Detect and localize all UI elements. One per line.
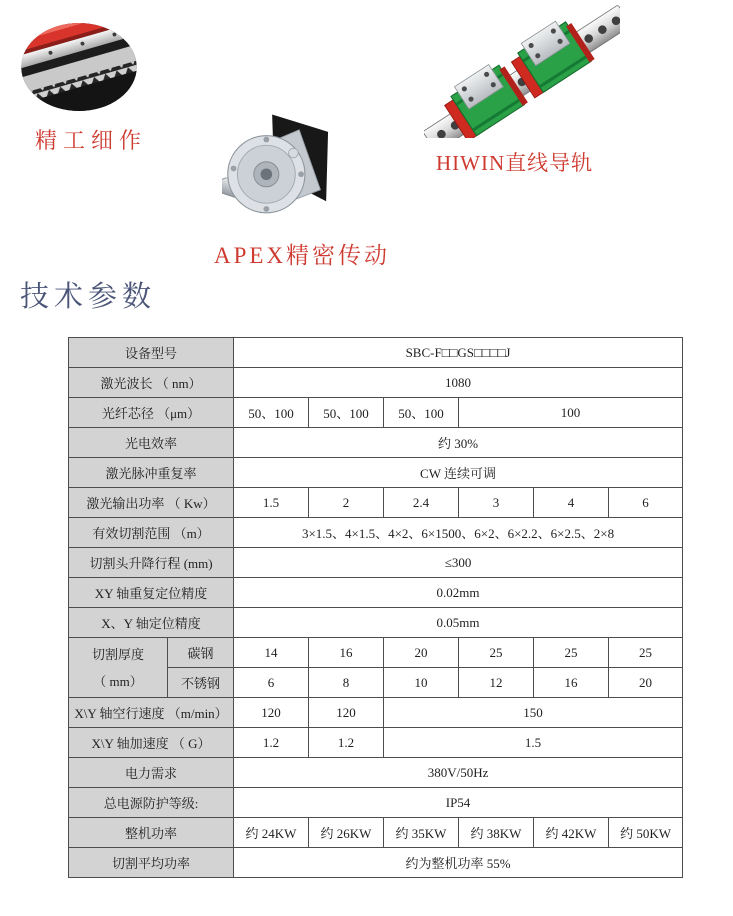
- spec-label-cell: 整机功率: [69, 818, 234, 848]
- spec-value-cell: IP54: [234, 788, 683, 818]
- table-row: [69, 758, 683, 788]
- spec-value-cell: 16: [309, 638, 384, 668]
- rail-rack-photo-graphic: [20, 22, 138, 112]
- spec-value-cell: 12: [459, 668, 534, 698]
- spec-label-cell: 总电源防护等级:: [69, 788, 234, 818]
- spec-label-cell: 光电效率: [69, 428, 234, 458]
- spec-value-cell: CW 连续可调: [234, 458, 683, 488]
- spec-label-cell: 光纤芯径 （μm）: [69, 398, 234, 428]
- spec-value-cell: 10: [384, 668, 459, 698]
- spec-label-line: （ mm）: [93, 673, 143, 689]
- table-row: [69, 518, 683, 548]
- spec-label-cell: 激光波长 （ nm）: [69, 368, 234, 398]
- linear-guide-graphic: [424, 5, 620, 138]
- table-row: [69, 578, 683, 608]
- spec-value-cell: 约 50KW: [609, 818, 683, 848]
- table-row: [69, 428, 683, 458]
- spec-value-cell: 约 38KW: [459, 818, 534, 848]
- spec-label-line: 切割厚度: [91, 646, 144, 662]
- spec-value-cell: 约 42KW: [534, 818, 609, 848]
- spec-value-cell: 150: [384, 698, 683, 728]
- table-row: [69, 788, 683, 818]
- spec-label-cell: 激光输出功率 （ Kw）: [69, 488, 234, 518]
- spec-value-cell: 1.5: [384, 728, 683, 758]
- spec-table: [68, 337, 683, 878]
- table-row: [69, 848, 683, 878]
- spec-value-cell: 约为整机功率 55%: [234, 848, 683, 878]
- spec-value-cell: 0.02mm: [234, 578, 683, 608]
- table-row: [69, 488, 683, 518]
- spec-label-cell: [69, 638, 168, 698]
- table-row: [69, 338, 683, 368]
- spec-value-cell: 20: [609, 668, 683, 698]
- table-row: [69, 458, 683, 488]
- spec-value-cell: 约 35KW: [384, 818, 459, 848]
- spec-value-cell: 2.4: [384, 488, 459, 518]
- spec-value-cell: 1.2: [309, 728, 384, 758]
- spec-value-cell: 约 30%: [234, 428, 683, 458]
- spec-label-cell: X、Y 轴定位精度: [69, 608, 234, 638]
- spec-label-cell: 切割平均功率: [69, 848, 234, 878]
- spec-label-cell: 激光脉冲重复率: [69, 458, 234, 488]
- spec-value-cell: 6: [234, 668, 309, 698]
- spec-value-cell: 120: [309, 698, 384, 728]
- table-row: [69, 698, 683, 728]
- spec-value-cell: 100: [459, 398, 683, 428]
- spec-value-cell: 4: [534, 488, 609, 518]
- spec-value-cell: 0.05mm: [234, 608, 683, 638]
- spec-value-cell: 6: [609, 488, 683, 518]
- spec-value-cell: 3: [459, 488, 534, 518]
- caption-hiwin: HIWIN直线导轨: [436, 151, 594, 175]
- spec-value-cell: 25: [459, 638, 534, 668]
- gearbox-graphic: [222, 110, 330, 225]
- table-row: [69, 368, 683, 398]
- spec-label-cell: 切割头升降行程 (mm): [69, 548, 234, 578]
- spec-value-cell: 16: [534, 668, 609, 698]
- caption-workmanship: 精工细作: [35, 128, 148, 153]
- spec-value-cell: 120: [234, 698, 309, 728]
- spec-label-cell: 电力需求: [69, 758, 234, 788]
- spec-value-cell: 50、100: [234, 398, 309, 428]
- spec-sublabel-cell: 碳钢: [168, 638, 234, 668]
- spec-value-cell: 25: [609, 638, 683, 668]
- table-row: [69, 728, 683, 758]
- precision-machining-photo: [20, 22, 138, 112]
- apex-gearbox-image: [222, 110, 330, 225]
- spec-value-cell: 8: [309, 668, 384, 698]
- spec-value-cell: 50、100: [384, 398, 459, 428]
- spec-value-cell: 1080: [234, 368, 683, 398]
- caption-apex: APEX精密传动: [214, 243, 391, 268]
- spec-value-cell: 约 26KW: [309, 818, 384, 848]
- spec-label-cell: 有效切割范围 （m）: [69, 518, 234, 548]
- spec-value-cell: SBC-F□□GS□□□□J: [234, 338, 683, 368]
- page-title: 技术参数: [20, 281, 157, 313]
- table-row: [69, 398, 683, 428]
- spec-value-cell: 20: [384, 638, 459, 668]
- table-row: [69, 818, 683, 848]
- spec-value-cell: 1.5: [234, 488, 309, 518]
- table-row: [69, 608, 683, 638]
- spec-value-cell: 1.2: [234, 728, 309, 758]
- spec-value-cell: 14: [234, 638, 309, 668]
- spec-value-cell: 2: [309, 488, 384, 518]
- spec-value-cell: 3×1.5、4×1.5、4×2、6×1500、6×2、6×2.2、6×2.5、2×8: [234, 518, 683, 548]
- spec-value-cell: 25: [534, 638, 609, 668]
- spec-value-cell: ≤300: [234, 548, 683, 578]
- spec-value-cell: 380V/50Hz: [234, 758, 683, 788]
- spec-label-cell: X\Y 轴加速度 （ G）: [69, 728, 234, 758]
- table-row: [69, 548, 683, 578]
- spec-label-cell: 设备型号: [69, 338, 234, 368]
- hiwin-rail-image: [424, 5, 620, 138]
- spec-label-cell: XY 轴重复定位精度: [69, 578, 234, 608]
- table-row: [69, 638, 683, 668]
- spec-value-cell: 约 24KW: [234, 818, 309, 848]
- spec-sublabel-cell: 不锈钢: [168, 668, 234, 698]
- spec-value-cell: 50、100: [309, 398, 384, 428]
- spec-label-cell: X\Y 轴空行速度 （m/min）: [69, 698, 234, 728]
